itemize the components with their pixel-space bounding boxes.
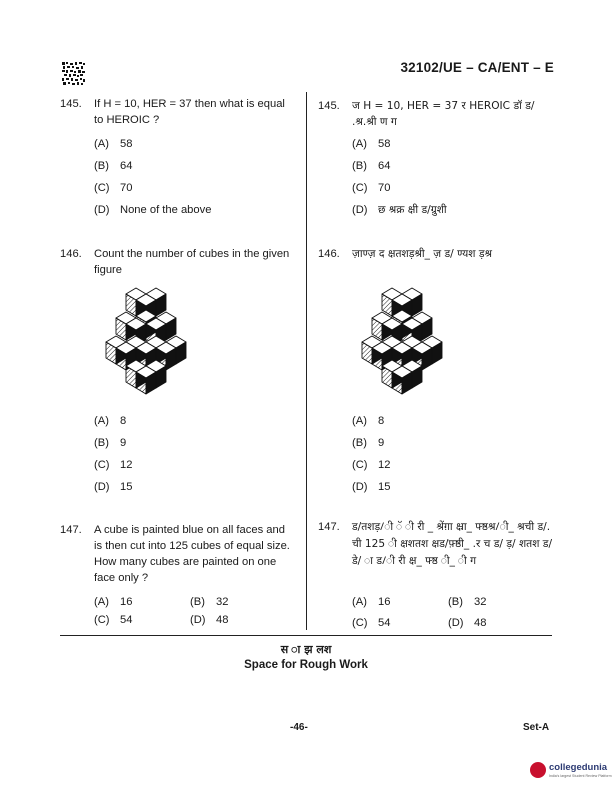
page-number: -46-	[290, 722, 308, 733]
option-c: (C) 70	[352, 182, 391, 194]
question-text: A cube is painted blue on all faces and is then cut into 125 cubes of equal size. How many cubes are painted on one face only ?	[94, 524, 290, 584]
option-b: (B) 32	[190, 596, 229, 608]
question-145-hi	[318, 98, 558, 138]
question-text: Count the number of cubes in the given figure	[94, 248, 290, 276]
option-b: (B) 32	[448, 596, 487, 608]
column-divider	[306, 92, 307, 630]
question-number: 147.	[318, 521, 340, 533]
option-d: (D) 15	[352, 481, 391, 493]
section-divider	[60, 635, 552, 636]
option-d: (D) None of the above	[94, 204, 212, 216]
question-text: ड/तशड़/ी ॅ ी री _ श्रेंग़ा क्ष्रा_ फ्ष्ठश्र/ी_ श्रची ड/. ची 125 ी क्षशतश क्षड/फ़्ष्ठी_ .र च ड/ ड़/ शतश ड/डे/ ा ड/ी री क्ष_ फ्ष्ठ ी_ ी ग	[352, 521, 553, 567]
watermark-tagline: India's largest Student Review Platform	[549, 774, 612, 778]
question-number: 145.	[318, 100, 340, 112]
collegedunia-logo-icon	[530, 762, 546, 778]
rough-work-hindi: स ा झ लश	[280, 643, 332, 656]
option-a: (A) 8	[94, 415, 127, 427]
option-a: (A) 16	[352, 596, 391, 608]
option-a: (A) 58	[352, 138, 391, 150]
question-147-hi	[318, 519, 558, 589]
question-number: 146.	[318, 248, 340, 260]
option-a: (A) 8	[352, 415, 385, 427]
question-text: ज़ाण्ज़ द क्षतशड़श्री_ ज़ ड/ ण्यश ड़श्र	[352, 248, 493, 260]
question-146-hi	[318, 246, 558, 266]
question-number: 146.	[60, 248, 82, 260]
question-number: 147.	[60, 524, 82, 536]
option-d: (D) 48	[448, 617, 487, 629]
watermark-brand: collegedunia	[549, 762, 608, 773]
option-d: (D) 48	[190, 614, 229, 626]
question-text: If H = 10, HER = 37 then what is equal to HEROIC ?	[94, 98, 285, 126]
option-d: (D) छ श्रक्र क्षी ड/ग्रुशी	[352, 204, 447, 216]
option-b: (B) 9	[352, 437, 385, 449]
question-145-en	[60, 96, 300, 136]
option-c: (C) 54	[352, 617, 391, 629]
option-c: (C) 12	[94, 459, 133, 471]
option-c: (C) 70	[94, 182, 133, 194]
option-a: (A) 58	[94, 138, 133, 150]
set-label: Set-A	[523, 722, 550, 733]
option-b: (B) 64	[94, 160, 133, 172]
paper-code: 32102/UE – CA/ENT – E	[400, 60, 554, 75]
question-146-en	[60, 246, 300, 286]
option-b: (B) 64	[352, 160, 391, 172]
rough-work-label: Space for Rough Work	[244, 659, 368, 671]
option-c: (C) 54	[94, 614, 133, 626]
qr-code	[62, 62, 85, 85]
option-a: (A) 16	[94, 596, 133, 608]
question-text: ज H = 10, HER = 37 र HEROIC डॉ ड/ .श्र.श्री ण ग	[352, 100, 535, 128]
option-d: (D) 15	[94, 481, 133, 493]
option-c: (C) 12	[352, 459, 391, 471]
collegedunia-watermark	[530, 758, 612, 786]
question-number: 145.	[60, 98, 82, 110]
cube-figure-hi	[356, 282, 448, 402]
question-147-en	[60, 522, 300, 590]
cube-figure-en	[100, 282, 192, 402]
option-b: (B) 9	[94, 437, 127, 449]
